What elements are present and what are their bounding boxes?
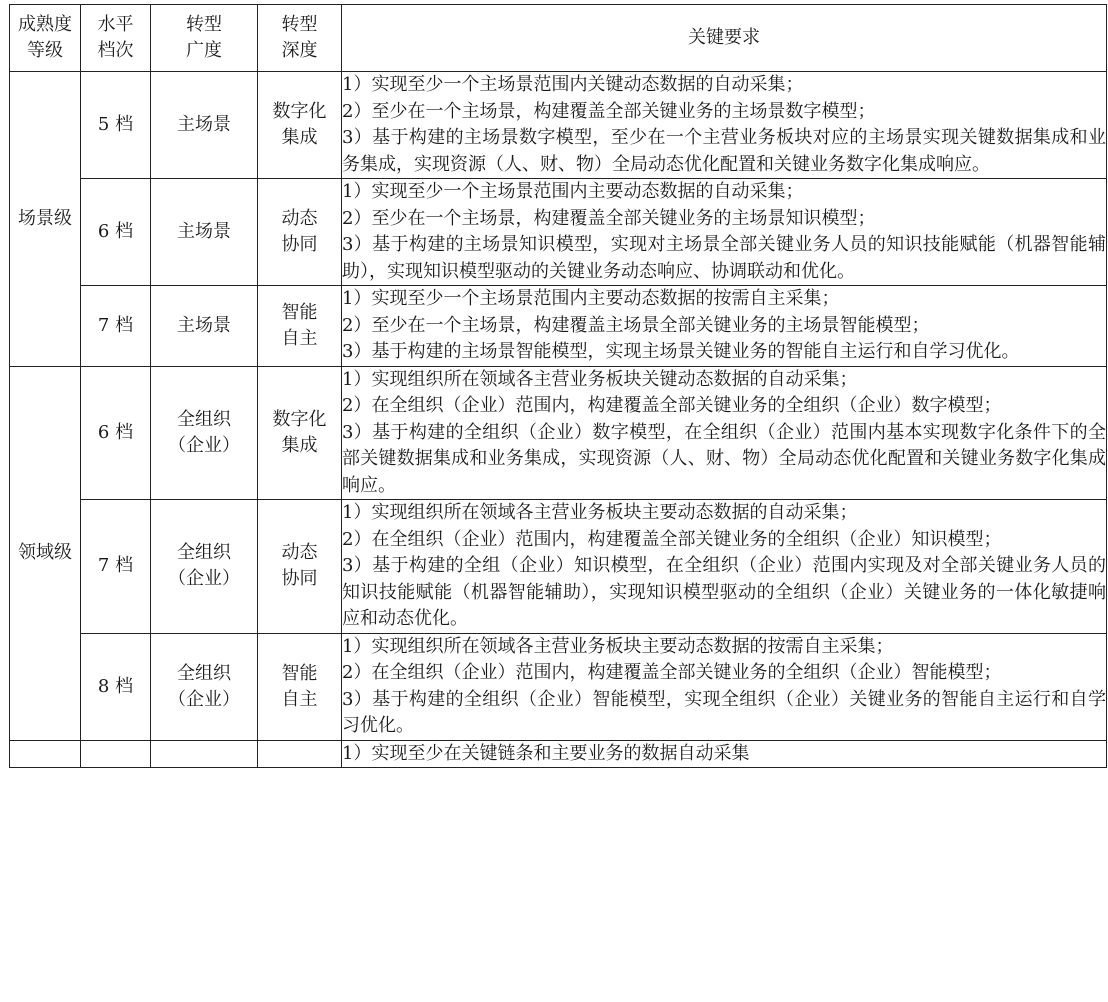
breadth-cell — [151, 366, 258, 500]
depth-line: 协同 — [281, 234, 318, 255]
requirements-cell — [342, 633, 1107, 740]
depth-cell — [258, 179, 342, 286]
breadth-cell — [151, 179, 258, 286]
depth-line: 协同 — [281, 568, 318, 590]
requirement-item: 1）实现至少一个主场景范围内主要动态数据的自动采集； — [342, 181, 804, 202]
breadth-line: 主场景 — [177, 221, 231, 242]
header-line: 水平 — [97, 14, 134, 35]
cut-off-cell — [258, 740, 342, 768]
header-line: 转型 — [186, 14, 222, 35]
breadth-line: 全组织 — [177, 542, 231, 564]
table-row — [10, 286, 1107, 367]
depth-line: 数字化 — [272, 101, 327, 122]
header-line: 转型 — [281, 14, 318, 35]
requirements-cell — [342, 72, 1107, 179]
requirements-cell — [342, 179, 1107, 286]
table-row — [10, 500, 1107, 634]
tier-cell: 6 档 — [81, 366, 151, 500]
header-maturity-level — [10, 5, 81, 72]
tier-cell: 8 档 — [81, 633, 151, 740]
table-row — [10, 633, 1107, 740]
header-requirements: 关键要求 — [342, 5, 1107, 72]
requirements-cell — [342, 366, 1107, 500]
cut-off-cell — [151, 740, 258, 768]
tier-cell: 7 档 — [81, 500, 151, 634]
breadth-line: 全组织 — [177, 662, 231, 684]
cut-off-requirements-cell — [342, 740, 1107, 768]
breadth-line: 全组织 — [177, 408, 231, 430]
requirement-item: 2）在全组织（企业）范围内，构建覆盖全部关键业务的全组织（企业）智能模型； — [342, 662, 1002, 683]
depth-cell — [258, 72, 342, 179]
requirement-item: 3）基于构建的全组织（企业）数字模型，在全组织（企业）范围内基本实现数字化条件下的全部关键数据集成和业务集成，实现资源（人、财、物）全局动态优化配置和关键业务数字化集成响应。 — [342, 421, 1106, 496]
requirement-item: 2）在全组织（企业）范围内，构建覆盖全部关键业务的全组织（企业）知识模型； — [342, 528, 1002, 550]
maturity-level-cell: 领域级 — [10, 366, 81, 740]
tier-cell: 5 档 — [81, 72, 151, 179]
header-breadth — [151, 5, 258, 72]
requirement-item: 1）实现组织所在领域各主营业务板块主要动态数据的自动采集； — [342, 502, 858, 523]
depth-cell — [258, 500, 342, 634]
requirement-item: 3）基于构建的全组（企业）知识模型，在全组织（企业）范围内实现及对全部关键业务人员的知识技能赋能（机器智能辅助），实现知识模型驱动的全组织（企业）关键业务的一体化敏捷响应和动态优化。 — [342, 555, 1106, 629]
depth-line: 集成 — [281, 434, 318, 456]
breadth-line: （企业） — [168, 568, 240, 590]
maturity-level-table — [9, 4, 1107, 768]
tier-cell: 7 档 — [81, 286, 151, 367]
depth-line: 智能 — [281, 662, 318, 684]
header-line: 档次 — [97, 40, 134, 61]
requirement-item: 1）实现组织所在领域各主营业务板块主要动态数据的按需自主采集； — [342, 635, 894, 657]
table-row-cut-off — [10, 740, 1107, 768]
depth-cell — [258, 366, 342, 500]
requirement-item: 3）基于构建的全组织（企业）智能模型，实现全组织（企业）关键业务的智能自主运行和自学习优化。 — [342, 688, 1106, 736]
breadth-cell — [151, 72, 258, 179]
requirement-item: 3）基于构建的主场景智能模型，实现主场景关键业务的智能自主运行和自学习优化。 — [342, 341, 1020, 362]
breadth-line: （企业） — [168, 434, 240, 456]
maturity-level-cell: 场景级 — [10, 72, 81, 367]
breadth-cell — [151, 633, 258, 740]
breadth-cell — [151, 500, 258, 634]
requirement-item: 3）基于构建的主场景数字模型，至少在一个主营业务板块对应的主场景实现关键数据集成和业务集成，实现资源（人、财、物）全局动态优化配置和关键业务数字化集成响应。 — [342, 127, 1106, 175]
depth-line: 智能 — [281, 301, 318, 323]
cut-off-cell — [81, 740, 151, 768]
depth-line: 动态 — [281, 208, 318, 229]
cut-off-cell — [10, 740, 81, 768]
requirement-item: 1）实现至少一个主场景范围内主要动态数据的按需自主采集； — [342, 288, 840, 309]
requirement-item: 2）至少在一个主场景，构建覆盖全部关键业务的主场景知识模型； — [342, 207, 876, 229]
header-line: 成熟度 — [18, 14, 72, 35]
table-row — [10, 179, 1107, 286]
requirement-item: 3）基于构建的主场景知识模型，实现对主场景全部关键业务人员的知识技能赋能（机器智能辅助），实现知识模型驱动的关键业务动态响应、协调联动和优化。 — [342, 234, 1106, 282]
header-line: 广度 — [186, 40, 222, 61]
tier-cell: 6 档 — [81, 179, 151, 286]
requirement-item: 1）实现至少在关键链条和主要业务的数据自动采集 — [342, 742, 750, 764]
header-line: 深度 — [281, 40, 318, 61]
breadth-line: 主场景 — [177, 114, 231, 135]
table-row — [10, 72, 1107, 179]
requirement-item: 2）在全组织（企业）范围内，构建覆盖全部关键业务的全组织（企业）数字模型； — [342, 395, 1002, 416]
requirement-item: 2）至少在一个主场景，构建覆盖全部关键业务的主场景数字模型； — [342, 100, 876, 122]
table-row — [10, 366, 1107, 500]
breadth-line: （企业） — [168, 688, 240, 710]
header-depth — [258, 5, 342, 72]
requirement-item: 2）至少在一个主场景，构建覆盖主场景全部关键业务的主场景智能模型； — [342, 314, 930, 336]
requirements-cell — [342, 286, 1107, 367]
depth-line: 自主 — [281, 327, 318, 349]
depth-line: 集成 — [281, 127, 318, 148]
header-line: 等级 — [27, 40, 63, 61]
requirement-item: 1）实现组织所在领域各主营业务板块关键动态数据的自动采集； — [342, 368, 858, 390]
breadth-line: 主场景 — [177, 314, 231, 336]
header-row — [10, 5, 1107, 72]
depth-line: 动态 — [281, 542, 318, 564]
requirement-item: 1）实现至少一个主场景范围内关键动态数据的自动采集； — [342, 74, 804, 95]
breadth-cell — [151, 286, 258, 367]
depth-cell — [258, 633, 342, 740]
requirements-cell — [342, 500, 1107, 634]
depth-line: 数字化 — [272, 408, 327, 430]
depth-cell — [258, 286, 342, 367]
depth-line: 自主 — [281, 688, 318, 710]
header-tier — [81, 5, 151, 72]
